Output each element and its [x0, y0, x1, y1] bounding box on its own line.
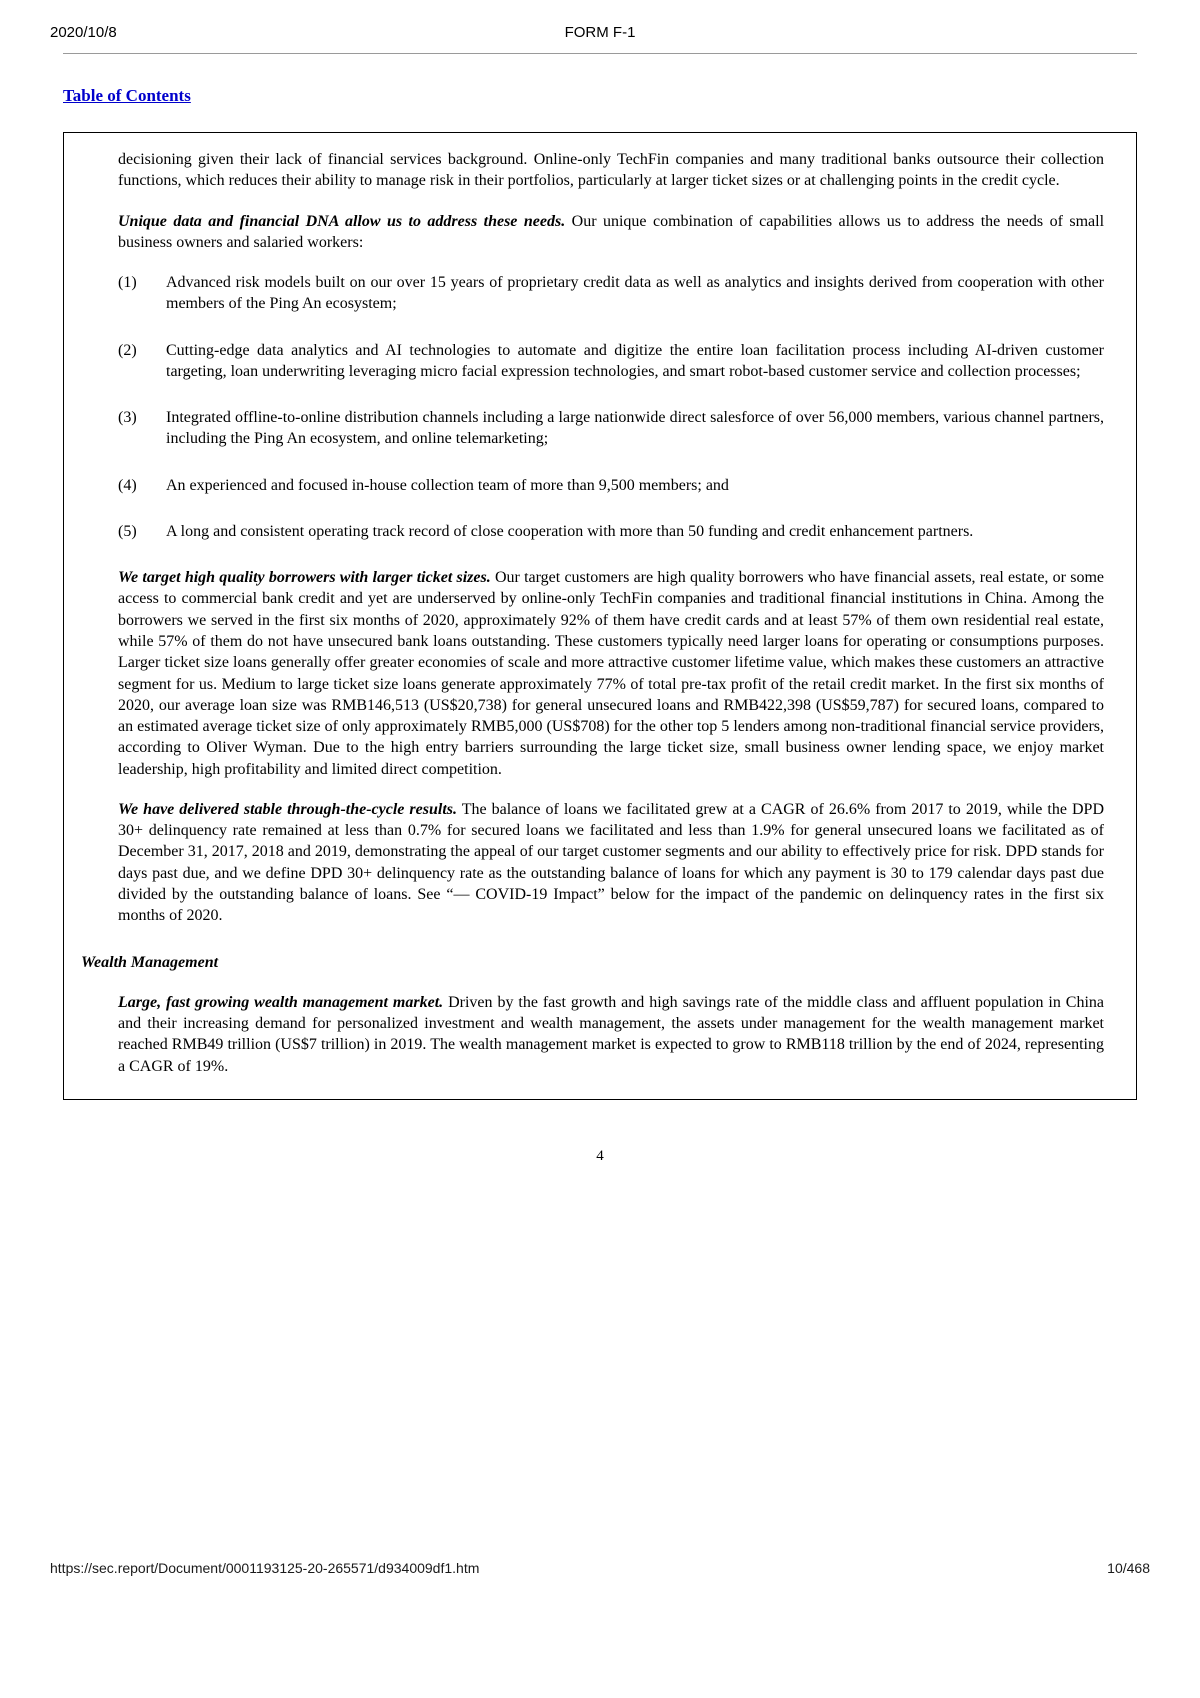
- page-number: 4: [596, 1147, 604, 1164]
- paragraph-continuation: decisioning given their lack of financial services background. Online-only TechFin companies and many traditional banks outsource their collection functions, which reduces their ability to manage risk in their portfolios, particularly at larger ticket sizes or at challenging points in the credit cycle.: [118, 151, 1104, 190]
- paragraph-text: Our target customers are high quality borrowers who have financial assets, real estate, or some access to commercial bank credit and yet are underserved by online-only TechFin companies and traditional financial institutions in China. Among the borrowers we served in the first six months of 2020, approximately 92% of them have credit cards and at least 57% of them own residential real estate, while 57% of them do not have unsecured bank loans outstanding. These customers typically need larger loans for operating or consumptions purposes. Larger ticket size loans generally offer greater economies of scale and more attractive customer lifetime value, which makes these customers an attractive segment for us. Medium to large ticket size loans generate approximately 77% of total pre-tax profit of the retail credit market. In the first six months of 2020, our average loan size was RMB146,513 (US$20,738) for general unsecured loans and RMB422,398 (US$59,787) for secured loans, compared to an estimated average ticket size of only approximately RMB5,000 (US$708) for the other top 5 lenders among non-traditional financial service providers, according to Oliver Wyman. Due to the high entry barriers surrounding the large ticket size, small business owner lending space, we enjoy market leadership, high profitability and limited direct competition.: [118, 569, 1104, 778]
- list-item-number: (4): [118, 476, 137, 494]
- paragraph-lead: We have delivered stable through-the-cycle results.: [118, 800, 457, 818]
- toc-row: [0, 54, 1200, 106]
- list-item: [118, 407, 1104, 450]
- paragraph-text: Driven by the fast growth and high savings rate of the middle class and affluent population in China and their increasing demand for personalized investment and wealth management, the assets under management for the wealth management market reached RMB49 trillion (US$7 trillion) in 2019. The wealth management market is expected to grow to RMB118 trillion by the end of 2024, representing a CAGR of 19%.: [118, 993, 1104, 1075]
- list-item: [118, 340, 1104, 383]
- paragraph-stable-results: [118, 799, 1104, 927]
- footer-page-indicator: 10/468: [1107, 1560, 1150, 1576]
- list-item: [118, 272, 1104, 315]
- footer-url: https://sec.report/Document/0001193125-20-265571/d934009df1.htm: [50, 1560, 480, 1576]
- table-of-contents-link[interactable]: Table of Contents: [63, 86, 191, 105]
- list-item-text: Advanced risk models built on our over 15 years of proprietary credit data as well as analytics and insights derived from cooperation with other members of the Ping An ecosystem;: [166, 274, 1104, 313]
- list-item-number: (1): [118, 274, 137, 292]
- paragraph-lead: Unique data and financial DNA allow us to address these needs.: [118, 212, 566, 230]
- paragraph-text: The balance of loans we facilitated grew at a CAGR of 26.6% from 2017 to 2019, while the DPD 30+ delinquency rate remained at less than 0.7% for secured loans we facilitated and less than 1.9% for general unsecured loans we facilitated as of December 31, 2017, 2018 and 2019, demonstrating the appeal of our target customer segments and our ability to effectively price for risk. DPD stands for days past due, and we define DPD 30+ delinquency rate as the outstanding balance of loans for which any payment is 30 to 179 calendar days past due divided by the outstanding balance of loans. See “— COVID-19 Impact” below for the impact of the pandemic on delinquency rates in the first six months of 2020.: [118, 800, 1105, 925]
- list-item-text: An experienced and focused in-house collection team of more than 9,500 members; and: [166, 476, 729, 494]
- list-item-text: Cutting-edge data analytics and AI technologies to automate and digitize the entire loan facilitation process including AI-driven customer targeting, loan underwriting leveraging micro facial expression technologies, and smart robot-based customer service and collection processes;: [166, 341, 1104, 380]
- list-item-number: (2): [118, 341, 137, 359]
- list-item-number: (5): [118, 522, 137, 540]
- paragraph-wealth-market: [118, 992, 1104, 1077]
- paragraph-lead: Large, fast growing wealth management market.: [118, 993, 444, 1011]
- section-heading-wealth-management: Wealth Management: [81, 954, 219, 972]
- paragraph-text: Our unique combination of capabilities allows us to address the needs of small business owners and salaried workers:: [118, 212, 1105, 251]
- paragraph-unique-data: [118, 211, 1104, 254]
- header-title: FORM F-1: [564, 24, 636, 41]
- list-item-text: Integrated offline-to-online distribution channels including a large nationwide direct salesforce of over 56,000 members, various channel partners, including the Ping An ecosystem, and online telemarketing;: [166, 409, 1104, 448]
- page-header: [0, 0, 1200, 41]
- list-item: [118, 521, 1104, 542]
- paragraph-target-borrowers: [118, 567, 1104, 780]
- page-footer: [0, 1560, 1200, 1576]
- list-item: [118, 475, 1104, 496]
- header-date: 2020/10/8: [50, 24, 117, 41]
- list-item-text: A long and consistent operating track record of close cooperation with more than 50 funding and credit enhancement partners.: [166, 522, 974, 540]
- content-box: [63, 132, 1137, 1100]
- list-item-number: (3): [118, 409, 137, 427]
- paragraph-lead: We target high quality borrowers with larger ticket sizes.: [118, 569, 491, 587]
